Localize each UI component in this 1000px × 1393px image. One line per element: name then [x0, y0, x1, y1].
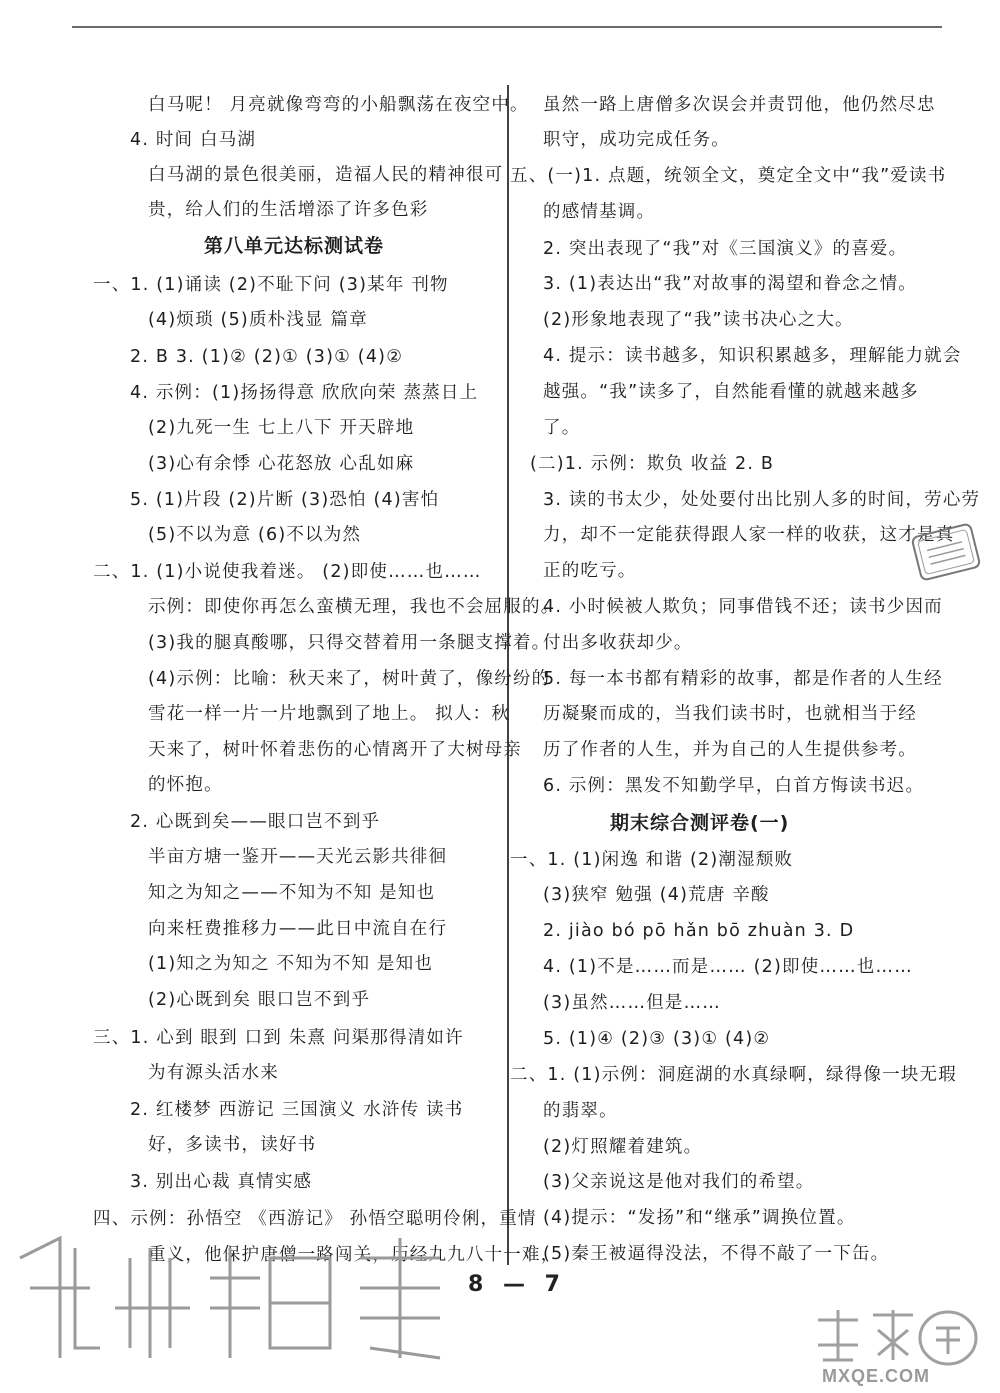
text-line: 知之为知之——不知为不知 是知也: [148, 883, 436, 903]
text-line: 2. 突出表现了“我”对《三国演义》的喜爱。: [543, 239, 908, 259]
text-line: (2)形象地表现了“我”读书决心之大。: [543, 310, 854, 330]
text-line: 示例：即使你再怎么蛮横无理，我也不会屈服的。: [148, 597, 560, 617]
text-line: 的怀抱。: [148, 775, 223, 795]
text-line: 4. (1)不是……而是…… (2)即使……也……: [543, 957, 913, 977]
text-line: 一、1. (1)闲逸 和谐 (2)潮湿颓败: [510, 850, 794, 870]
text-line: (2)九死一生 七上八下 开天辟地: [148, 418, 415, 438]
text-line: 4. 小时候被人欺负；同事借钱不还；读书少因而: [543, 597, 943, 617]
text-line: 历了作者的人生，并为自己的人生提供参考。: [543, 740, 917, 760]
text-line: 3. 读的书太少，处处要付出比别人多的时间，劳心劳: [543, 490, 981, 510]
text-line: 好，多读书，读好书: [148, 1135, 317, 1155]
text-line: 5. 每一本书都有精彩的故事，都是作者的人生经: [543, 669, 943, 689]
text-line: (4)提示：“发扬”和“继承”调换位置。: [543, 1208, 856, 1228]
text-line: 5. (1)片段 (2)片断 (3)恐怕 (4)害怕: [130, 490, 440, 510]
text-line: 二、1. (1)小说使我着迷。 (2)即使……也……: [93, 562, 482, 582]
text-line: 四、示例：孙悟空 《西游记》 孙悟空聪明伶俐，重情: [93, 1209, 537, 1229]
text-line: (5)秦王被逼得没法，不得不敲了一下缶。: [543, 1244, 890, 1264]
text-line: 的感情基调。: [543, 202, 656, 222]
text-line: 雪花一样一片一片地飘到了地上。 拟人：秋: [148, 704, 511, 724]
text-line: (3)心有余悸 心花怒放 心乱如麻: [148, 454, 415, 474]
text-line: (二)1. 示例：欺负 收益 2. B: [530, 454, 775, 474]
section-heading: 第八单元达标测试卷: [204, 235, 385, 257]
text-line: 4. 时间 白马湖: [130, 130, 257, 150]
text-line: 3. 别出心裁 真情实感: [130, 1172, 313, 1192]
text-line: 付出多收获却少。: [543, 633, 693, 653]
text-line: 2. jiào bó pō hǎn bō zhuàn 3. D: [543, 921, 855, 941]
text-line: 一、1. (1)诵读 (2)不耻下问 (3)某年 刊物: [93, 275, 449, 295]
text-line: 2. 心既到矣——眼口岂不到乎: [130, 812, 381, 832]
text-line: (5)不以为意 (6)不以为然: [148, 525, 362, 545]
watermark-left-logo: [0, 1218, 470, 1368]
text-line: 职守，成功完成任务。: [543, 130, 730, 150]
section-heading: 期末综合测评卷(一): [610, 812, 790, 834]
text-line: 2. 红楼梦 西游记 三国演义 水浒传 读书: [130, 1100, 464, 1120]
text-line: 虽然一路上唐僧多次误会并责罚他，他仍然尽忠: [543, 95, 936, 115]
text-line: 二、1. (1)示例：洞庭湖的水真绿啊，绿得像一块无瑕: [510, 1065, 957, 1085]
text-line: 历凝聚而成的，当我们读书时，也就相当于经: [543, 704, 917, 724]
text-line: (1)知之为知之 不知为不知 是知也: [148, 954, 434, 974]
text-line: 正的吃亏。: [543, 561, 637, 581]
text-line: (3)狭窄 勉强 (4)荒唐 辛酸: [543, 885, 770, 905]
text-line: (4)烦琐 (5)质朴浅显 篇章: [148, 310, 368, 330]
text-line: 天来了，树叶怀着悲伤的心情离开了大树母亲: [148, 740, 522, 760]
text-line: (2)灯照耀着建筑。: [543, 1137, 703, 1157]
watermark-url: MXQE.COM: [822, 1366, 931, 1386]
top-rule: [72, 26, 942, 28]
text-line: 五、(一)1. 点题，统领全文，奠定全文中“我”爱读书: [510, 166, 947, 186]
text-line: (2)心既到矣 眼口岂不到乎: [148, 990, 371, 1010]
text-line: 为有源头活水来: [148, 1063, 279, 1083]
text-line: 白马呢！ 月亮就像弯弯的小船飘荡在夜空中。: [148, 95, 529, 115]
text-line: (4)示例：比喻：秋天来了，树叶黄了，像纷纷的: [148, 669, 551, 689]
text-line: 3. (1)表达出“我”对故事的渴望和眷念之情。: [543, 274, 917, 294]
text-line: (3)虽然……但是……: [543, 993, 721, 1013]
text-line: 三、1. 心到 眼到 口到 朱熹 问渠那得清如许: [93, 1028, 464, 1048]
text-line: 力，却不一定能获得跟人家一样的收获，这才是真: [543, 525, 955, 545]
text-line: (3)父亲说这是他对我们的希望。: [543, 1172, 815, 1192]
text-line: 越强。“我”读多了，自然能看懂的就越来越多: [543, 382, 919, 402]
text-line: 6. 示例：黑发不知勤学早，白首方悔读书迟。: [543, 776, 925, 796]
text-line: 4. 示例：(1)扬扬得意 欣欣向荣 蒸蒸日上: [130, 383, 479, 403]
text-line: 5. (1)④ (2)③ (3)① (4)②: [543, 1029, 771, 1049]
text-line: 的翡翠。: [543, 1101, 618, 1121]
text-line: 贵，给人们的生活增添了许多色彩: [148, 200, 429, 220]
text-line: 4. 提示：读书越多，知识积累越多，理解能力就会: [543, 346, 962, 366]
page-number: 8 — 7: [468, 1272, 566, 1297]
text-line: 向来枉费推移力——此日中流自在行: [148, 919, 448, 939]
text-line: (3)我的腿真酸哪，只得交替着用一条腿支撑着。: [148, 633, 551, 653]
text-line: 半亩方塘一鉴开——天光云影共徘徊: [148, 847, 448, 867]
text-line: 2. B 3. (1)② (2)① (3)① (4)②: [130, 347, 404, 367]
text-line: 了。: [543, 418, 581, 438]
text-line: 重义，他保护唐僧一路闯关，历经九九八十一难，: [148, 1245, 560, 1265]
text-line: 白马湖的景色很美丽，造福人民的精神很可: [148, 165, 504, 185]
